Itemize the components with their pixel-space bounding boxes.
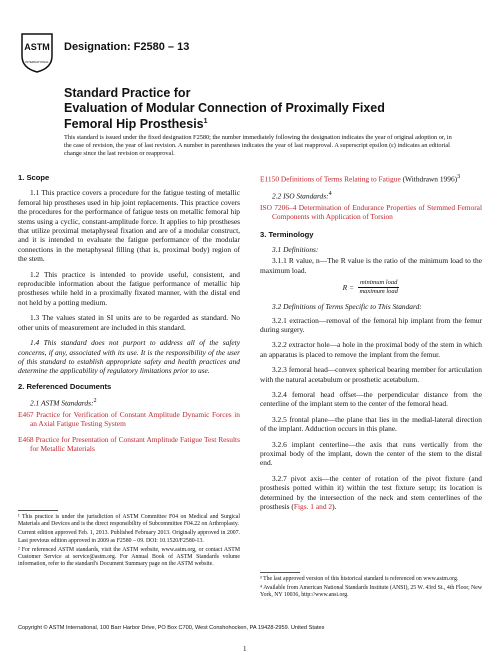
logo-letters: ASTM (24, 42, 50, 52)
para-1-4 (18, 338, 240, 376)
scope-heading: 1. Scope (18, 173, 50, 182)
para-3-2-2: 3.2.2 extractor hole—a hole in the proximal body of the stem in which an apparatus is placed to remove the implant from the femur. (260, 340, 482, 359)
ref-e467 (18, 410, 240, 429)
para-1-1: 1.1 This practice covers a procedure for the fatigue testing of metallic femoral hip prostheses used in hip joint replacements. This practice covers the procedures for the performance of fatigue tests on metallic femoral hip stems using a cyclic, constant-amplitude force. It applies to hip prostheses that utilize proximal metaphyseal fixation and are of a modular construct, and it is intended to evaluate the fatigue performance of the modular connections in the metaphyseal filling (that is, proximal body) region of the stem. (18, 188, 240, 264)
ref-e1150-sup: 3 (457, 174, 461, 180)
ref-e467-code[interactable]: E467 (18, 410, 34, 419)
title-footnote-mark: 1 (203, 118, 208, 125)
para-3-2-3: 3.2.3 femoral head—convex spherical bearing member for articulation with the natural acetabulum or prosthetic acetabulum. (260, 365, 482, 384)
refs-heading: 2. Referenced Documents (18, 381, 112, 391)
formula-numerator: minimum load (359, 279, 398, 287)
footnote-3: ³ The last approved version of this historical standard is referenced on www.astm.org. (260, 576, 459, 582)
issuance-notice: This standard is issued under the fixed designation F2580; the number immediately following the designation indicates the year of original adoption or, in the case of revision, the year of last revision. A number in parentheses indicates the year of last reapproval. A superscript epsilon (ε) indicates an editorial change since the last revision or reapproval. (64, 134, 452, 157)
ref-iso-title[interactable]: Determination of Endurance Properties of Stemmed Femoral Components with Application of Torsion (272, 202, 482, 222)
para-3-2-5: 3.2.5 frontal plane—the plane that lies in the medial-lateral direction of the implant. Adduction occurs in this plane. (260, 414, 482, 434)
ref-e1150 (260, 173, 482, 184)
title-line-3-text: Femoral Hip Prosthesis (64, 117, 204, 132)
para-1-3: 1.3 The values stated in SI units are to be regarded as standard. No other units of measurement are included in this standard. (18, 313, 240, 332)
logo-sub: INTERNATIONAL (25, 60, 49, 64)
para-3-2-7-b: ). (332, 502, 337, 512)
para-3-2-4: 3.2.4 femoral head offset—the perpendicular distance from the centerline of the implant stem to the center of the femoral head. (260, 390, 482, 409)
iso-standards-label (260, 190, 482, 201)
footnote-1: ¹ This practice is under the jurisdiction of ASTM Committee F04 on Medical and Surgical Materials and Devices and is the direct responsibility of Subcommittee F04.22 on Arthroplasty. (18, 514, 240, 528)
copyright-footer: Copyright © ASTM International, 100 Barr Harbor Drive, PO Box C700, West Conshohocken, PA 19428-2959. United States (18, 625, 325, 631)
para-3-2-6: 3.2.6 implant centerline—the axis that runs vertically from the proximal body of the implant, down the center of the stem to the distal end. (260, 439, 482, 468)
figs-1-2-link[interactable]: Figs. 1 and 2 (293, 502, 333, 512)
ref-e1150-title[interactable]: Definitions of Terms Relating to Fatigue (280, 174, 401, 184)
formula-lhs: R = (342, 282, 354, 292)
document-title (64, 86, 474, 132)
ref-e1150-tail: (Withdrawn 1996) (402, 174, 458, 184)
para-3-2-7-a: 3.2.7 pivot axis—the center of rotation of the pivot fixture (and prosthesis potted within it) within the test fixture setup; its location is determined by the intersection of the neck and stem centerlines of the prosthesis ( (260, 473, 482, 512)
definitions-2-label (260, 302, 482, 311)
definitions-2-text: 3.2 Definitions of Terms Specific to This Standard: (272, 302, 422, 312)
ref-e468-code[interactable]: E468 (18, 434, 34, 444)
title-line-3 (64, 115, 474, 132)
footnote-rule-left (18, 510, 58, 511)
footnote-2: ² For referenced ASTM standards, visit the ASTM website, www.astm.org, or contact ASTM Customer Service at service@astm.org. For Annual Book of ASTM Standards volume information, refer to the standard's Document Summary page on the ASTM website. (18, 546, 240, 568)
title-line-2: Evaluation of Modular Connection of Proximally Fixed (64, 100, 385, 115)
astm-standards-sup: 2 (93, 398, 97, 405)
ref-iso-7206-4 (260, 203, 482, 222)
para-3-1-1: 3.1.1 R value, n—The R value is the ratio of the minimum load to the maximum load. (260, 256, 482, 275)
ref-e467-title[interactable]: Practice for Verification of Constant Amplitude Dynamic Forces in an Axial Fatigue Testing System (30, 410, 240, 429)
title-line-1: Standard Practice for (64, 86, 191, 100)
para-1-4-text: 1.4 This standard does not purport to address all of the safety concerns, if any, associated with its use. It is the responsibility of the user of this standard to establish appropriate safety and health practices and determine the applicability of regulatory limitations prior to use. (18, 338, 240, 376)
formula-fraction (358, 279, 399, 296)
ref-e1150-code[interactable]: E1150 (260, 174, 280, 184)
designation: Designation: F2580 – 13 (64, 41, 190, 53)
astm-logo (18, 30, 56, 74)
r-value-formula (260, 279, 482, 296)
ref-e468 (18, 435, 240, 454)
para-3-2-7 (260, 474, 482, 512)
left-column (18, 173, 240, 460)
terminology-heading: 3. Terminology (260, 229, 314, 239)
page-number: 1 (243, 645, 247, 653)
ref-iso-code[interactable]: ISO 7206–4 (260, 202, 297, 212)
definitions-text: 3.1 Definitions: (272, 244, 319, 254)
iso-standards-sup: 4 (328, 190, 332, 197)
para-1-2: 1.2 This practice is intended to provide useful, consistent, and reproducible information about the fatigue performance of metallic hip prostheses while held in a proximally fixated manner, with the distal end not held by a potting medium. (18, 269, 240, 307)
footnote-rule-right (260, 572, 300, 573)
astm-standards-text: 2.1 ASTM Standards: (30, 398, 94, 408)
iso-standards-text: 2.2 ISO Standards: (272, 191, 329, 201)
footnote-4: ⁴ Available from American National Standards Institute (ANSI), 25 W. 43rd St., 4th Floor, New York, NY 10036, http://www.ansi.org. (260, 585, 482, 599)
astm-standards-label (18, 397, 240, 408)
formula-denominator: maximum load (359, 288, 398, 296)
ref-e468-title[interactable]: Practice for Presentation of Constant Amplitude Fatigue Test Results for Metallic Materials (30, 434, 240, 454)
para-3-2-1: 3.2.1 extraction—removal of the femoral hip implant from the femur during surgery. (260, 315, 482, 334)
definitions-label (260, 245, 482, 254)
footnote-1b: Current edition approved Feb. 1, 2013. Published February 2013. Originally approved in 2007. Last previous edition approved in 2009 as F2580 – 09. DOI: 10.1520/F2580-13. (18, 530, 240, 544)
right-column (260, 173, 482, 518)
left-footnotes (18, 514, 240, 570)
right-footnotes (260, 576, 482, 602)
